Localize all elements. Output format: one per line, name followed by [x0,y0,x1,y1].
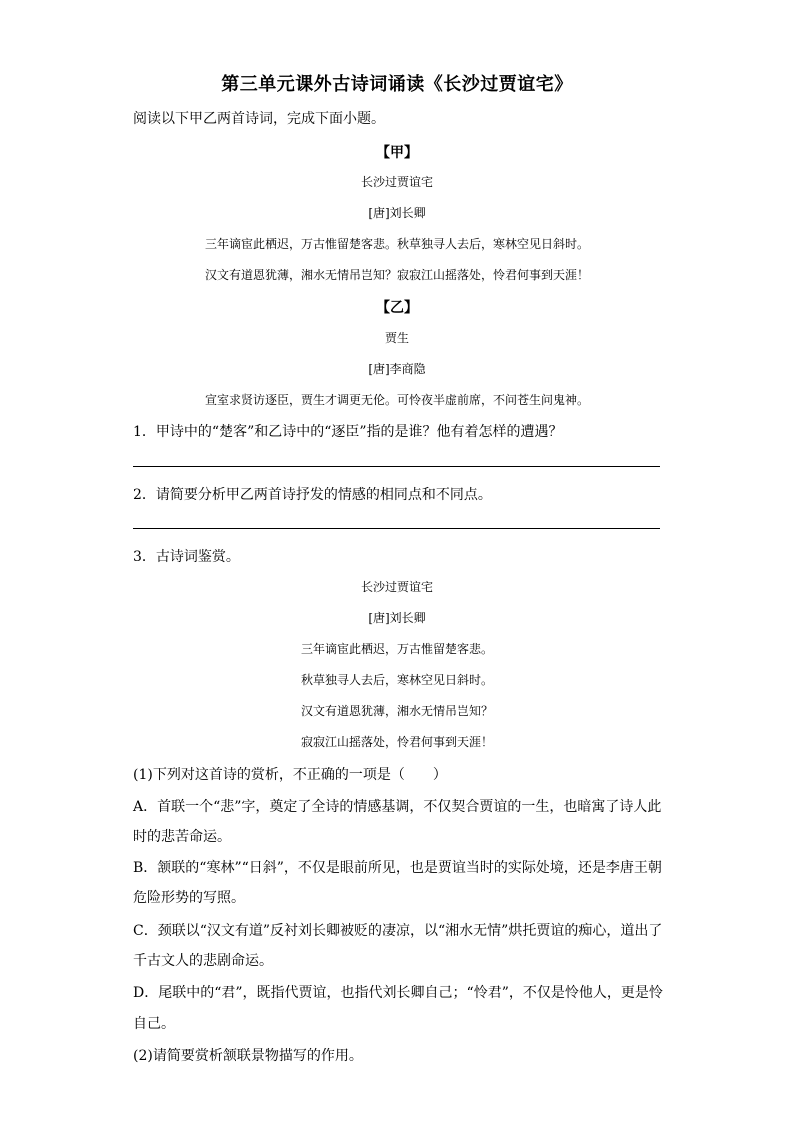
option-d-line-2: 自己。 [133,1016,175,1032]
q3-poem-author: [唐]刘长卿 [368,611,426,625]
answer-line-1 [133,466,660,467]
option-b-line-1: B．颔联的“寒林”“日斜”，不仅是眼前所见，也是贾谊当时的实际处境，还是李唐王朝 [133,860,662,876]
option-c-line-2: 千古文人的悲剧命运。 [133,953,273,969]
option-d-line-1: D．尾联中的“君”，既指代贾谊，也指代刘长卿自己；“怜君”，不仅是怜他人，更是怜 [133,985,663,1001]
poem-a-author: [唐]刘长卿 [368,206,426,220]
poem-b-line-1: 宣室求贤访逐臣，贾生才调更无伦。可怜夜半虚前席，不问苍生问鬼神。 [204,393,589,407]
poem-a-title: 长沙过贾谊宅 [360,175,433,189]
q3-poem-line-4: 寂寂江山摇落处，怜君何事到天涯！ [300,735,493,749]
option-a-line-1: A．首联一个“悲”字，奠定了全诗的情感基调，不仅契合贾谊的一生，也暗寓了诗人此 [133,799,662,815]
option-a-line-2: 时的悲苦命运。 [133,829,231,845]
q3-sub-1: (1)下列对这首诗的赏析，不正确的一项是（ ） [133,767,447,783]
q3-poem-line-1: 三年谪宦此栖迟，万古惟留楚客悲。 [300,642,493,656]
option-b-line-2: 危险形势的写照。 [133,890,245,906]
page-title: 第三单元课外古诗词诵读《长沙过贾谊宅》 [221,74,573,95]
option-c-line-1: C．颈联以“汉文有道”反衬刘长卿被贬的凄凉，以“湘水无情”烘托贾谊的痴心，道出了 [133,923,663,939]
question-2: 2．请简要分析甲乙两首诗抒发的情感的相同点和不同点。 [133,487,492,503]
poem-a-tag: 【甲】 [376,145,418,161]
answer-line-2 [133,528,660,529]
poem-a-line-2: 汉文有道恩犹薄，湘水无情吊岂知？寂寂江山摇落处，怜君何事到天涯！ [204,268,589,282]
poem-b-title: 贾生 [384,331,409,345]
q3-sub-2: (2)请简要赏析颔联景物描写的作用。 [133,1048,363,1064]
q3-poem-line-3: 汉文有道恩犹薄，湘水无情吊岂知？ [300,704,493,718]
intro-text: 阅读以下甲乙两首诗词，完成下面小题。 [133,111,385,127]
q3-poem-title: 长沙过贾谊宅 [360,580,433,594]
poem-b-author: [唐]李商隐 [368,362,426,376]
question-3: 3．古诗词鉴赏。 [133,549,240,565]
q3-poem-line-2: 秋草独寻人去后，寒林空见日斜时。 [300,673,493,687]
question-1: 1．甲诗中的“楚客”和乙诗中的“逐臣”指的是谁？他有着怎样的遭遇？ [133,424,563,440]
poem-b-tag: 【乙】 [376,300,418,316]
poem-a-line-1: 三年谪宦此栖迟，万古惟留楚客悲。秋草独寻人去后，寒林空见日斜时。 [204,237,589,251]
